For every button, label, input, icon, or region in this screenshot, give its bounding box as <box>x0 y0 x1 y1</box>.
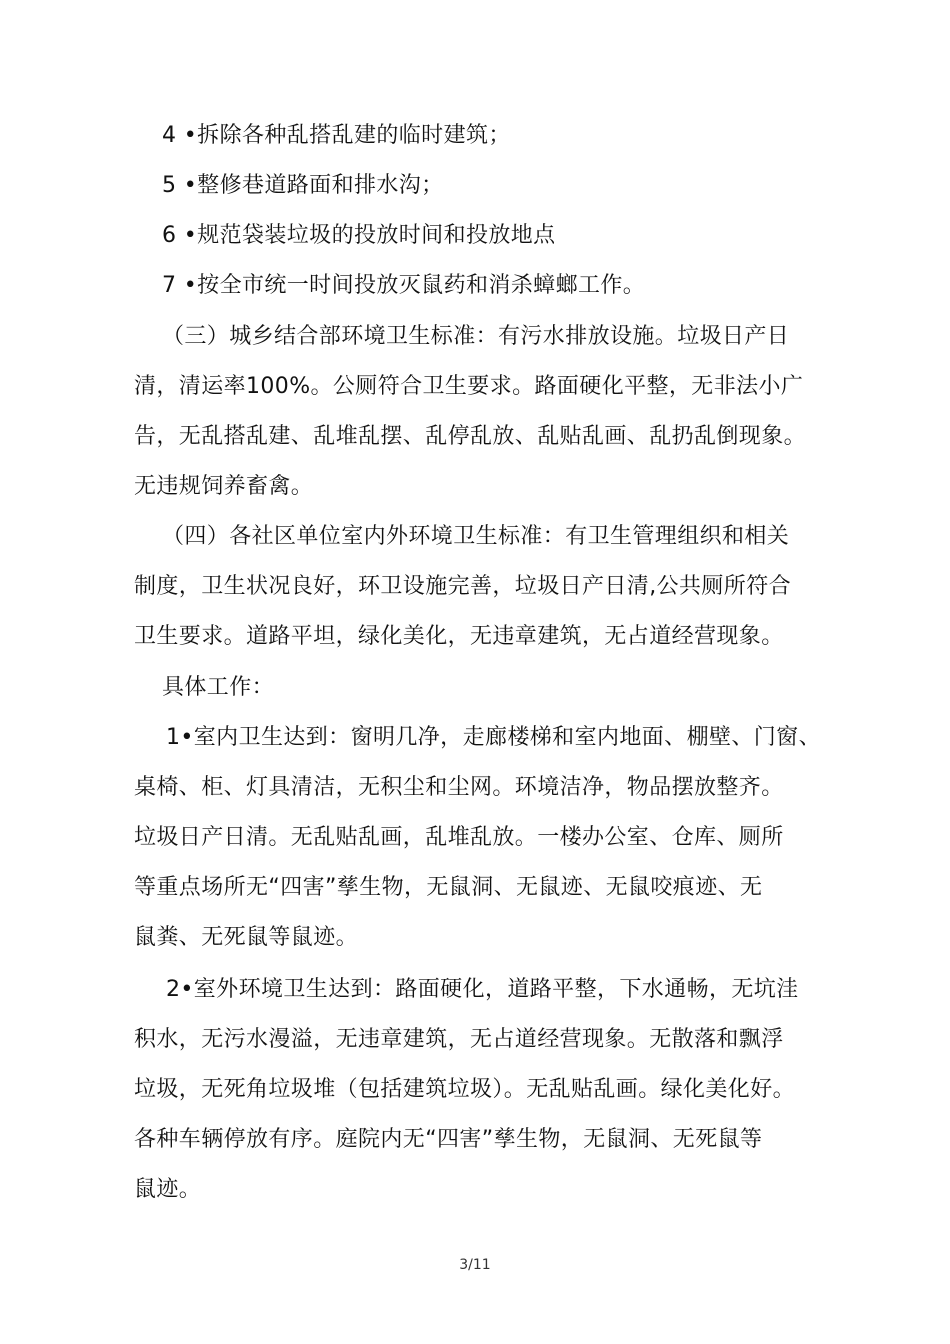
section-4-line-2: 制度，卫生状况良好，环卫设施完善，垃圾日产日清,公共厕所符合 <box>134 574 791 599</box>
section-4-line-1: （四）各社区单位室内外环境卫生标准：有卫生管理组织和相关 <box>162 524 790 549</box>
item-2-line-5: 鼠迹。 <box>134 1177 202 1202</box>
item-1-line-4: 等重点场所无“四害”孳生物，无鼠洞、无鼠迹、无鼠咬痕迹、无 <box>134 875 763 900</box>
item-2-line-2: 积水，无污水漫溢，无违章建筑，无占道经营现象。无散落和飘浮 <box>134 1027 784 1052</box>
list-item-6: 6 •规范袋装垃圾的投放时间和投放地点 <box>162 223 556 248</box>
item-2-line-4: 各种车辆停放有序。庭院内无“四害”孳生物，无鼠洞、无死鼠等 <box>134 1127 763 1152</box>
section-4-line-3: 卫生要求。道路平坦，绿化美化，无违章建筑，无占道经营现象。 <box>134 624 784 649</box>
specific-work-heading: 具体工作： <box>162 675 275 700</box>
list-item-5: 5 •整修巷道路面和排水沟； <box>162 173 444 198</box>
section-3-line-1: （三）城乡结合部环境卫生标准：有污水排放设施。垃圾日产日 <box>162 324 790 349</box>
item-1-line-3: 垃圾日产日清。无乱贴乱画，乱堆乱放。一楼办公室、仓库、厕所 <box>134 825 784 850</box>
section-3-line-3: 告，无乱搭乱建、乱堆乱摆、乱停乱放、乱贴乱画、乱扔乱倒现象。 <box>134 424 807 449</box>
section-3-line-4: 无违规饲养畜禽。 <box>134 474 314 499</box>
item-1-line-1: 1•室内卫生达到：窗明几净，走廊楼梯和室内地面、棚壁、门窗、 <box>166 725 821 750</box>
item-1-line-2: 桌椅、柜、灯具清洁，无积尘和尘网。环境洁净，物品摆放整齐。 <box>134 775 784 800</box>
item-2-line-3: 垃圾，无死角垃圾堆（包括建筑垃圾）。无乱贴乱画。绿化美化好。 <box>134 1077 796 1102</box>
item-2-line-1: 2•室外环境卫生达到：路面硬化，道路平整，下水通畅，无坑洼 <box>166 977 799 1002</box>
list-item-4: 4 •拆除各种乱搭乱建的临时建筑； <box>162 123 511 148</box>
page-number: 3/11 <box>459 1257 491 1273</box>
item-1-line-5: 鼠粪、无死鼠等鼠迹。 <box>134 925 359 950</box>
section-3-line-2: 清，清运率100%。公厕符合卫生要求。路面硬化平整，无非法小广 <box>134 374 804 399</box>
list-item-7: 7 •按全市统一时间投放灭鼠药和消杀蟑螂工作。 <box>162 273 646 298</box>
